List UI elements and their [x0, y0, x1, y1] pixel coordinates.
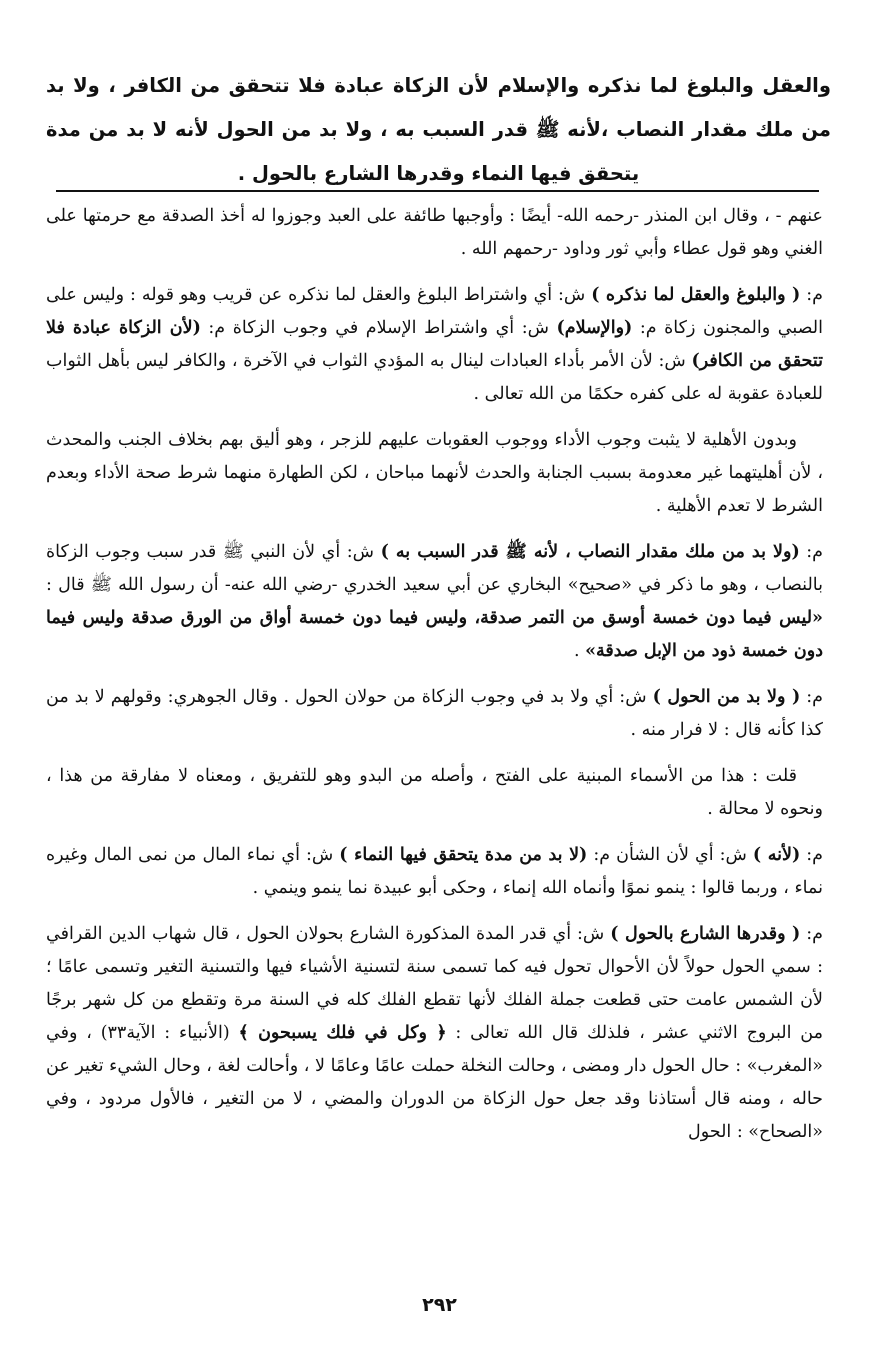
commentary-paragraph-4 [46, 536, 823, 668]
commentary-text: ش: أي لأن النبي ﷺ قدر سبب وجوب الزكاة بالنصاب ، وهو ما ذكر في «صحيح» البخاري عن أبي سعيد الخدري -رضي الله عنه- أن رسول الله ﷺ قال : [46, 542, 823, 595]
label-m: م: [800, 285, 823, 305]
label-m: م: [800, 924, 824, 944]
commentary-text: ش: أي واشتراط البلوغ والعقل لما نذكره عن قريب وهو قوله : وليس على الصبي والمجنون زكاة م: [46, 285, 823, 338]
commentary-paragraph-3: وبدون الأهلية لا يثبت وجوب الأداء ووجوب العقوبات عليهم للزجر ، وهو أليق بهم بخلاف الجنب والمحدث ، لأن أهليتهما غير معدومة بسبب الجنابة والحدث لأنهما مباحان ، لكن الطهارة منهما شرط صحة الأداء وبعدم الشرط لا تعدم الأهلية . [46, 430, 823, 516]
commentary-paragraph-6: قلت : هذا من الأسماء المبنية على الفتح ، وأصله من البدو وهو للتفريق ، ومعناه لا مفارقة من هذا ، ونحوه لا محالة . [46, 766, 823, 819]
page-number: ٢٩٢ [422, 1294, 457, 1316]
label-m: م: [799, 542, 824, 562]
quoted-matn: ( وقدرها الشارع بالحول ) [610, 924, 801, 944]
label-m: م: [800, 687, 824, 707]
label-m: م: [800, 845, 823, 865]
separator-rule [56, 190, 819, 192]
quran-quote: ﴿ وكل في فلك يسبحون ﴾ [238, 1023, 447, 1043]
quoted-matn: (لأن الزكاة عبادة فلا تتحقق من الكافر) [46, 318, 823, 371]
commentary-paragraph-7 [46, 839, 823, 905]
quoted-matn: (والإسلام) [556, 318, 633, 338]
commentary-text: ش: أي قدر المدة المذكورة الشارع بحولان الحول ، قال شهاب الدين القرافي : سمي الحول حولاً لأن الأحوال تحول فيه كما تسمى سنة لتسنية الأشياء فيها والتسنية التغير وتسمى عامًا ؛ لأن الشمس عامت حتى قطعت جملة الفلك لأنها تقطع الفلك كله في السنة مرة وتقطع من كل شهر برجًا من البروج الاثني عشر ، فلذلك قال الله تعالى : [46, 924, 823, 1043]
commentary-paragraph-1: عنهم - ، وقال ابن المنذر -رحمه الله- أيضًا : وأوجبها طائفة على العبد وجوزوا له أخذ الصدقة مع حرمتها على الغني وهو قول عطاء وأبي ثور وداود -رحمهم الله . [46, 206, 823, 259]
quoted-matn: (ولا بد من ملك مقدار النصاب ، لأنه ﷺ قدر السبب به ) [380, 542, 800, 562]
commentary [46, 200, 823, 1162]
quoted-matn: (لا بد من مدة يتحقق فيها النماء ) [339, 845, 588, 865]
matn-text: والعقل والبلوغ لما نذكره والإسلام لأن الزكاة عبادة فلا تتحقق من الكافر ، ولا بد من ملك مقدار النصاب ،لأنه ﷺ قدر السبب به ، ولا بد من الحول لأنه لا بد من مدة يتحقق فيها النماء وقدرها الشارع بالحول . [46, 74, 831, 185]
commentary-paragraph-8 [46, 918, 823, 1149]
commentary-text: ش: أي واشتراط الإسلام في وجوب الزكاة م: [200, 318, 557, 338]
quoted-matn: ( ولا بد من الحول ) [652, 687, 801, 707]
commentary-text: (الأنبياء : الآية٣٣) ، وفي «المغرب» : حال الحول دار ومضى ، وحالت النخلة حملت عامًا وعامًا لا ، وأحالت لغة ، وحال الشيء تغير عن حاله ، ومنه قال أستاذنا وقد جعل حول الزكاة من الدوران والمضي ، لا من التغير ، فالأول مردود ، وفي «الصحاح» : الحول [46, 1023, 823, 1142]
hadith-quote: «ليس فيما دون خمسة أوسق من التمر صدقة، وليس فيما دون خمسة أواق من الورق صدقة وليس فيما دون خمسة ذود من الإبل صدقة» [46, 608, 823, 661]
commentary-paragraph-2 [46, 279, 823, 411]
commentary-text: . [573, 641, 586, 661]
commentary-text: ش: لأن الأمر بأداء العبادات لينال به المؤدي الثواب في الآخرة ، والكافر ليس بأهل الثواب للعبادة عقوبة له على كفره حكمًا من الله تعالى . [46, 351, 823, 404]
commentary-paragraph-5 [46, 681, 823, 747]
quoted-matn: (لأنه ) [752, 845, 801, 865]
commentary-text: ش: أي ولا بد في وجوب الزكاة من حولان الحول . وقال الجوهري: وقولهم لا بد من كذا كأنه قال : لا فرار منه . [46, 687, 823, 740]
commentary-text: ش: أي نماء المال من نمى المال وغيره نماء ، وربما قالوا : ينمو نموًا وأنماه الله إنماء ، وحكى أبو عبيدة نما ينمو وينمي . [46, 845, 823, 898]
commentary-text: ش: أي لأن الشأن م: [587, 845, 753, 865]
quoted-matn: ( والبلوغ والعقل لما نذكره ) [591, 285, 801, 305]
